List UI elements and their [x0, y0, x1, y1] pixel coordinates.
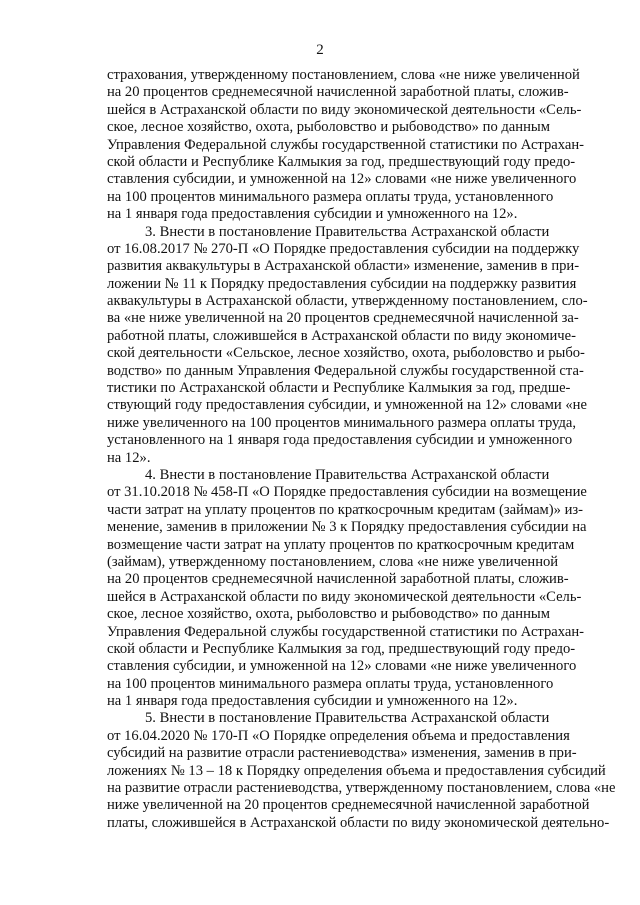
text-line: на 12».	[107, 449, 151, 466]
paragraph	[107, 67, 585, 224]
text-line: ниже увеличенного на 100 процентов минимального размера оплаты труда,	[107, 414, 577, 431]
text-line: шейся в Астраханской области по виду экономической деятельности «Сель-	[107, 101, 582, 118]
text-line: работной платы, сложившейся в Астраханской области по виду экономиче-	[107, 327, 576, 344]
text-line: ложениях № 13 – 18 к Порядку определения объема и предоставления субсидий	[107, 762, 606, 779]
text-line: ниже увеличенной на 20 процентов среднемесячной начисленной заработной	[107, 797, 590, 814]
text-line: ставления субсидии, и умноженной на 12» словами «не ниже увеличенного	[107, 171, 577, 188]
text-line: на 20 процентов среднемесячной начисленной заработной платы, сложив-	[107, 84, 569, 101]
text-line: (займам), утвержденному постановлением, слова «не ниже увеличенной	[107, 553, 559, 570]
text-line: установленного на 1 января года предоставления субсидии и умноженного	[107, 432, 573, 449]
text-line: ской области и Республике Калмыкия за год, предшествующий году предо-	[107, 640, 576, 657]
text-line: ской деятельности «Сельское, лесное хозяйство, охота, рыболовство и рыбо-	[107, 345, 585, 362]
text-line: страхования, утвержденному постановлением, слова «не ниже увеличенной	[107, 67, 580, 83]
text-line: ской области и Республике Калмыкия за год, предшествующий году предо-	[107, 153, 576, 170]
text-line: Управления Федеральной службы государственной статистики по Астрахан-	[107, 623, 585, 640]
text-line: тистики по Астраханской области и Республике Калмыкия за год, предше-	[107, 380, 571, 397]
text-line: на 100 процентов минимального размера оплаты труда, установленного	[107, 675, 554, 692]
paragraph	[107, 223, 588, 467]
paragraph	[107, 466, 587, 710]
text-line: на развитие отрасли растениеводства, утвержденному постановлением, слова «не	[107, 780, 616, 797]
document-body	[107, 67, 616, 832]
text-line: на 20 процентов среднемесячной начисленной заработной платы, сложив-	[107, 571, 569, 588]
text-line: 3. Внести в постановление Правительства Астраханской области	[145, 223, 550, 240]
text-line: от 16.04.2020 № 170-П «О Порядке определения объема и предоставления	[107, 727, 570, 744]
text-line: 5. Внести в постановление Правительства Астраханской области	[145, 710, 550, 727]
text-line: субсидий на развитие отрасли растениеводства» изменения, заменив в при-	[107, 745, 577, 762]
text-line: платы, сложившейся в Астраханской области по виду экономической деятельно-	[107, 814, 610, 831]
text-line: водство» по данным Управления Федеральной службы государственной ста-	[107, 362, 584, 379]
paragraph	[107, 710, 616, 832]
text-line: на 1 января года предоставления субсидии и умноженного на 12».	[107, 206, 518, 223]
text-line: от 16.08.2017 № 270-П «О Порядке предоставления субсидии на поддержку	[107, 240, 580, 257]
text-line: ское, лесное хозяйство, охота, рыболовство и рыбоводство» по данным	[107, 606, 550, 623]
text-line: на 100 процентов минимального размера оплаты труда, установленного	[107, 188, 554, 205]
text-line: шейся в Астраханской области по виду экономической деятельности «Сель-	[107, 588, 582, 605]
text-line: ва «не ниже увеличенной на 20 процентов среднемесячной начисленной за-	[107, 310, 579, 327]
page-number: 2	[316, 42, 324, 58]
text-line: аквакультуры в Астраханской области, утвержденному постановлением, сло-	[107, 293, 588, 310]
text-line: ское, лесное хозяйство, охота, рыболовство и рыбоводство» по данным	[107, 119, 550, 136]
text-line: 4. Внести в постановление Правительства Астраханской области	[145, 466, 550, 483]
text-line: ствующий году предоставления субсидии, и умноженной на 12» словами «не	[107, 397, 587, 414]
text-line: на 1 января года предоставления субсидии и умноженного на 12».	[107, 693, 518, 710]
text-line: развития аквакультуры в Астраханской области» изменение, заменив в при-	[107, 258, 580, 275]
text-line: ставления субсидии, и умноженной на 12» словами «не ниже увеличенного	[107, 658, 577, 675]
text-line: от 31.10.2018 № 458-П «О Порядке предоставления субсидии на возмещение	[107, 484, 587, 501]
text-line: Управления Федеральной службы государственной статистики по Астрахан-	[107, 136, 585, 153]
text-line: ложении № 11 к Порядку предоставления субсидии на поддержку развития	[107, 275, 577, 292]
text-line: возмещение части затрат на уплату процентов по краткосрочным кредитам	[107, 536, 575, 553]
text-line: менение, заменив в приложении № 3 к Порядку предоставления субсидии на	[107, 519, 587, 536]
text-line: части затрат на уплату процентов по краткосрочным кредитам (займам)» из-	[107, 501, 584, 518]
